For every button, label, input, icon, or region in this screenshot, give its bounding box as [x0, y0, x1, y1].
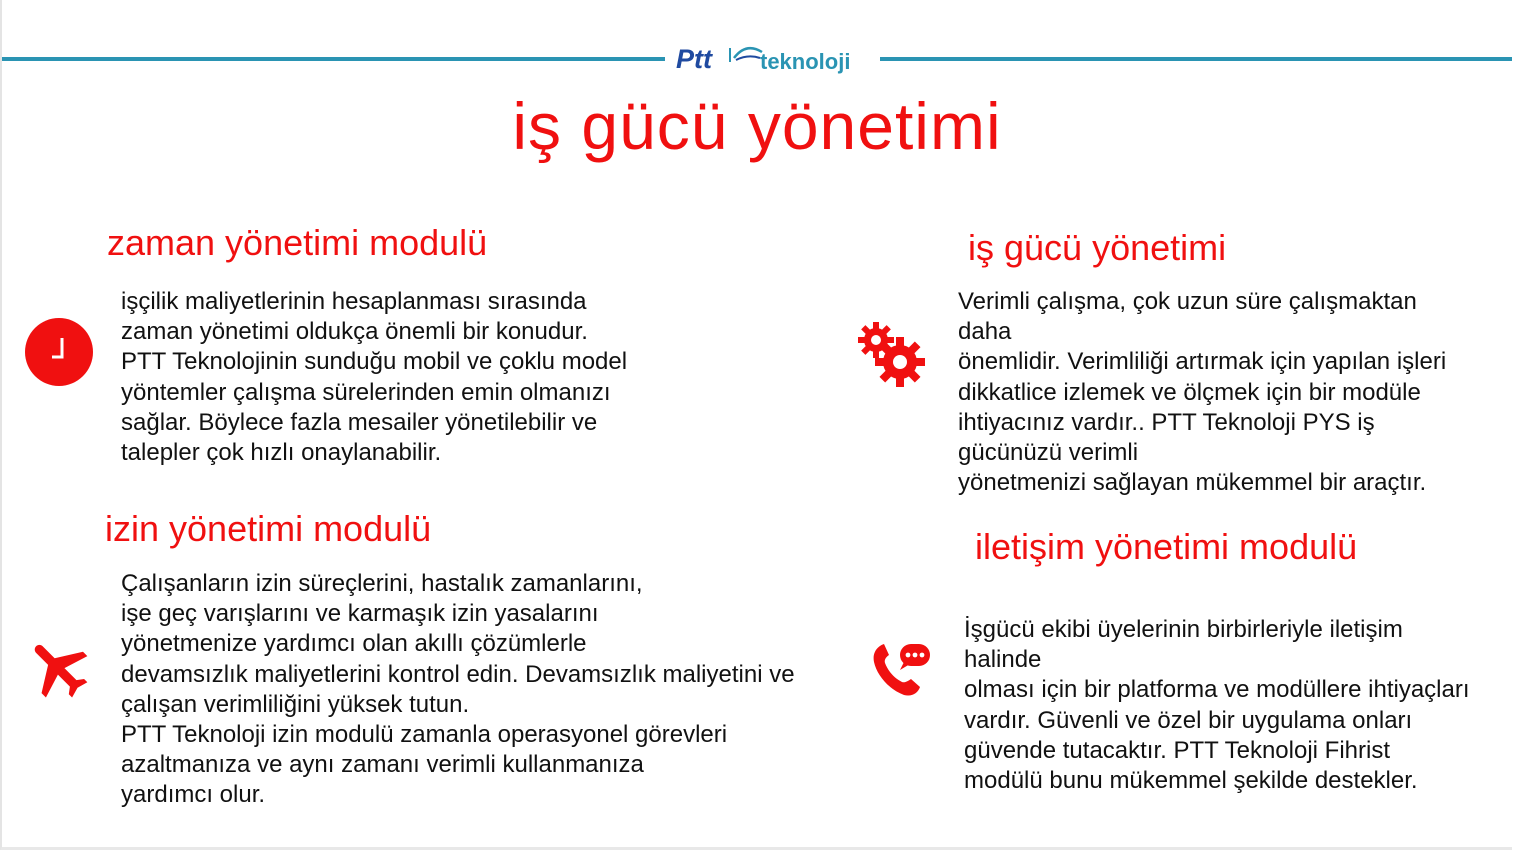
section-title-zaman: zaman yönetimi modulü [107, 222, 488, 263]
section-body-isgucu [958, 287, 1498, 498]
phone-chat-icon [870, 640, 932, 703]
section-text-zaman: işçilik maliyetlerinin hesaplanması sırasında zaman yönetimi oldukça önemli bir konudur. PTT Teknolojinin sunduğu mobil ve çoklu model yöntemler çalışma sürelerinden emin olmanızı sağlar. Böylece fazla mesailer yönetilebilir ve talepler çok hızlı onaylanabilir. [121, 288, 628, 467]
page-title: iş gücü yönetimi [512, 89, 1002, 163]
section-title-isgucu: iş gücü yönetimi [968, 227, 1227, 268]
section-body-zaman [121, 287, 821, 468]
section-text-izin: Çalışanların izin süreçlerini, hastalık zamanlarını, işe geç varışlarını ve karmaşık izin yasalarını yönetmenize yardımcı olan akıllı çözümlerle devamsızlık maliyetlerini kontrol edin. Devamsızlık maliyetini ve çalışan verimliliğini yüksek tutun. PTT Teknoloji izin modulü zamanla operasyonel görevleri azaltmanıza ve aynı zamanı verimli kullanmanıza yardımcı olur. [121, 570, 795, 809]
section-body-izin [121, 569, 841, 811]
logo-ptt-text: Ptt [676, 44, 712, 74]
section-text-isgucu: Verimli çalışma, çok uzun süre çalışmaktan daha önemlidir. Verimliliği artırmak için yapılan işleri dikkatlice izlemek ve ölçmek için bir modüle ihtiyacınız vardır.. PTT Teknoloji PYS iş gücünüzü verimli yönetmenizi sağlayan mükemmel bir araçtır. [958, 288, 1447, 497]
gears-icon [856, 320, 926, 393]
section-text-iletisim: İşgücü ekibi üyelerinin birbirleriyle iletişim halinde olması için bir platforma ve modüllere ihtiyaçları vardır. Güvenli ve özel bir uygulama onları güvende tutacaktır. PTT Teknoloji Fihrist modülü bunu mükemmel şekilde destekler. [964, 616, 1470, 795]
section-body-iletisim [964, 615, 1504, 796]
section-title-iletisim: iletişim yönetimi modulü [975, 526, 1358, 567]
header-rule-left [2, 57, 665, 61]
ptt-teknoloji-logo [674, 40, 874, 80]
logo-teknoloji-text: teknoloji [760, 49, 851, 74]
section-title-izin: izin yönetimi modulü [105, 508, 432, 549]
clock-icon [24, 318, 94, 391]
header-rule-right [880, 57, 1512, 61]
airplane-icon [22, 630, 96, 709]
